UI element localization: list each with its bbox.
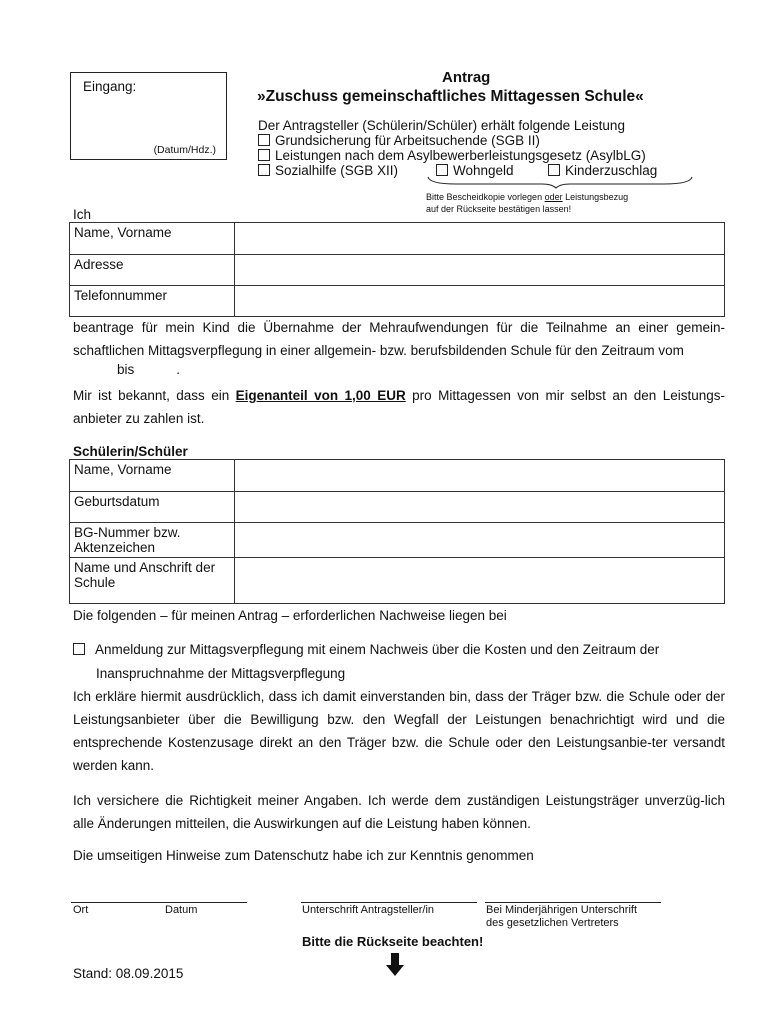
datenschutz-text: Die umseitigen Hinweise zum Datenschutz habe ich zur Kenntnis genommen (73, 848, 534, 863)
student-name-field[interactable] (234, 460, 724, 492)
applicant-heading: Ich (73, 207, 92, 222)
option-asylblg[interactable]: Leistungen nach dem Asylbewerberleistungsgesetz (AsylbLG) (258, 148, 646, 163)
eigenanteil-text: Mir ist bekannt, dass ein Eigenanteil von 1,00 EUR pro Mittagessen von mir selbst an den Leistungs-anbieter zu zahlen ist. (73, 388, 725, 426)
checkbox-asylblg[interactable] (258, 149, 270, 161)
checkbox-anmeldung[interactable] (73, 643, 85, 655)
applicant-address-field[interactable] (234, 255, 724, 286)
back-hint: Bitte die Rückseite beachten! (302, 934, 484, 949)
sig-line-antragsteller[interactable] (301, 902, 477, 903)
sig-label-ort: Ort (73, 904, 89, 916)
nachweis-item[interactable]: Anmeldung zur Mittagsverpflegung mit einem Nachweis über die Kosten und den Zeitraum der (73, 642, 659, 657)
request-bis: bis . (117, 362, 181, 377)
sig-line-vertreter[interactable] (485, 902, 661, 903)
student-bg-field[interactable] (234, 523, 724, 558)
arrow-down-icon (386, 953, 404, 977)
sig-line-ort[interactable] (71, 902, 247, 903)
assurance-text: Ich versichere die Richtigkeit meiner Angaben. Ich werde dem zuständigen Leistungsträger unverzüg-lich alle Änderungen mitteilen, die Auswirkungen auf die Leistung haben können. (73, 793, 725, 831)
nachweise-intro: Die folgenden – für meinen Antrag – erforderlichen Nachweise liegen bei (73, 608, 507, 623)
applicant-phone-label: Telefonnummer (70, 286, 235, 317)
student-birthdate-field[interactable] (234, 492, 724, 523)
consent-text: Ich erkläre hiermit ausdrücklich, dass ich damit einverstanden bin, dass der Träger bzw. die Schule oder der Leistungsanbieter über die Bewilligung bzw. den Wegfall der Leistungen benachrichtigt wird und die entsprechende Kostenzusage direkt an den Träger bzw. die Schule oder den Leistungsanbie-ter versandt werden kann. (73, 689, 725, 773)
applicant-name-field[interactable] (234, 223, 724, 255)
option-sgb2[interactable]: Grundsicherung für Arbeitsuchende (SGB II) (258, 133, 540, 148)
student-table (69, 459, 725, 604)
eingang-sub: (Datum/Hdz.) (153, 144, 216, 156)
student-school-label: Name und Anschrift der Schule (70, 558, 235, 604)
form-title: Antrag (442, 69, 491, 86)
applicant-phone-field[interactable] (234, 286, 724, 317)
applicant-address-label: Adresse (70, 255, 235, 286)
request-text: beantrage für mein Kind die Übernahme der Mehraufwendungen für die Teilnahme an einer gemein-schaftlichen Mittagsverpflegung in einer allgemein- bzw. berufsbildenden Schule für den Zeitraum vom (73, 320, 725, 358)
sig-label-vertreter: Bei Minderjährigen Unterschrift des gesetzlichen Vertreters (486, 904, 638, 929)
stand-date: Stand: 08.09.2015 (73, 966, 184, 981)
option-wohngeld[interactable]: Wohngeld (436, 163, 514, 178)
student-school-field[interactable] (234, 558, 724, 604)
student-bg-label: BG-Nummer bzw. Aktenzeichen (70, 523, 235, 558)
eingang-label: Eingang: (83, 79, 137, 94)
leistung-intro: Der Antragsteller (Schülerin/Schüler) erhält folgende Leistung (258, 118, 625, 133)
student-heading: Schülerin/Schüler (73, 444, 188, 459)
applicant-table (69, 222, 725, 317)
option-sgb12[interactable]: Sozialhilfe (SGB XII) (258, 163, 398, 178)
sig-label-antragsteller: Unterschrift Antragsteller/in (302, 904, 435, 916)
applicant-name-label: Name, Vorname (70, 223, 235, 255)
option-kinderzuschlag[interactable]: Kinderzuschlag (548, 163, 657, 178)
eingang-box[interactable] (70, 72, 227, 160)
leistung-hint: Bitte Bescheidkopie vorlegen oder Leistungsbezug auf der Rückseite bestätigen lassen! (426, 192, 629, 214)
checkbox-sgb12[interactable] (258, 164, 270, 176)
student-name-label: Name, Vorname (70, 460, 235, 492)
student-birthdate-label: Geburtsdatum (70, 492, 235, 523)
sig-label-datum: Datum (165, 904, 198, 916)
form-subtitle: »Zuschuss gemeinschaftliches Mittagessen Schule« (257, 88, 644, 105)
checkbox-sgb2[interactable] (258, 134, 270, 146)
brace-icon (426, 175, 694, 189)
nachweis-item-line2: Inanspruchnahme der Mittagsverpflegung (96, 666, 346, 681)
